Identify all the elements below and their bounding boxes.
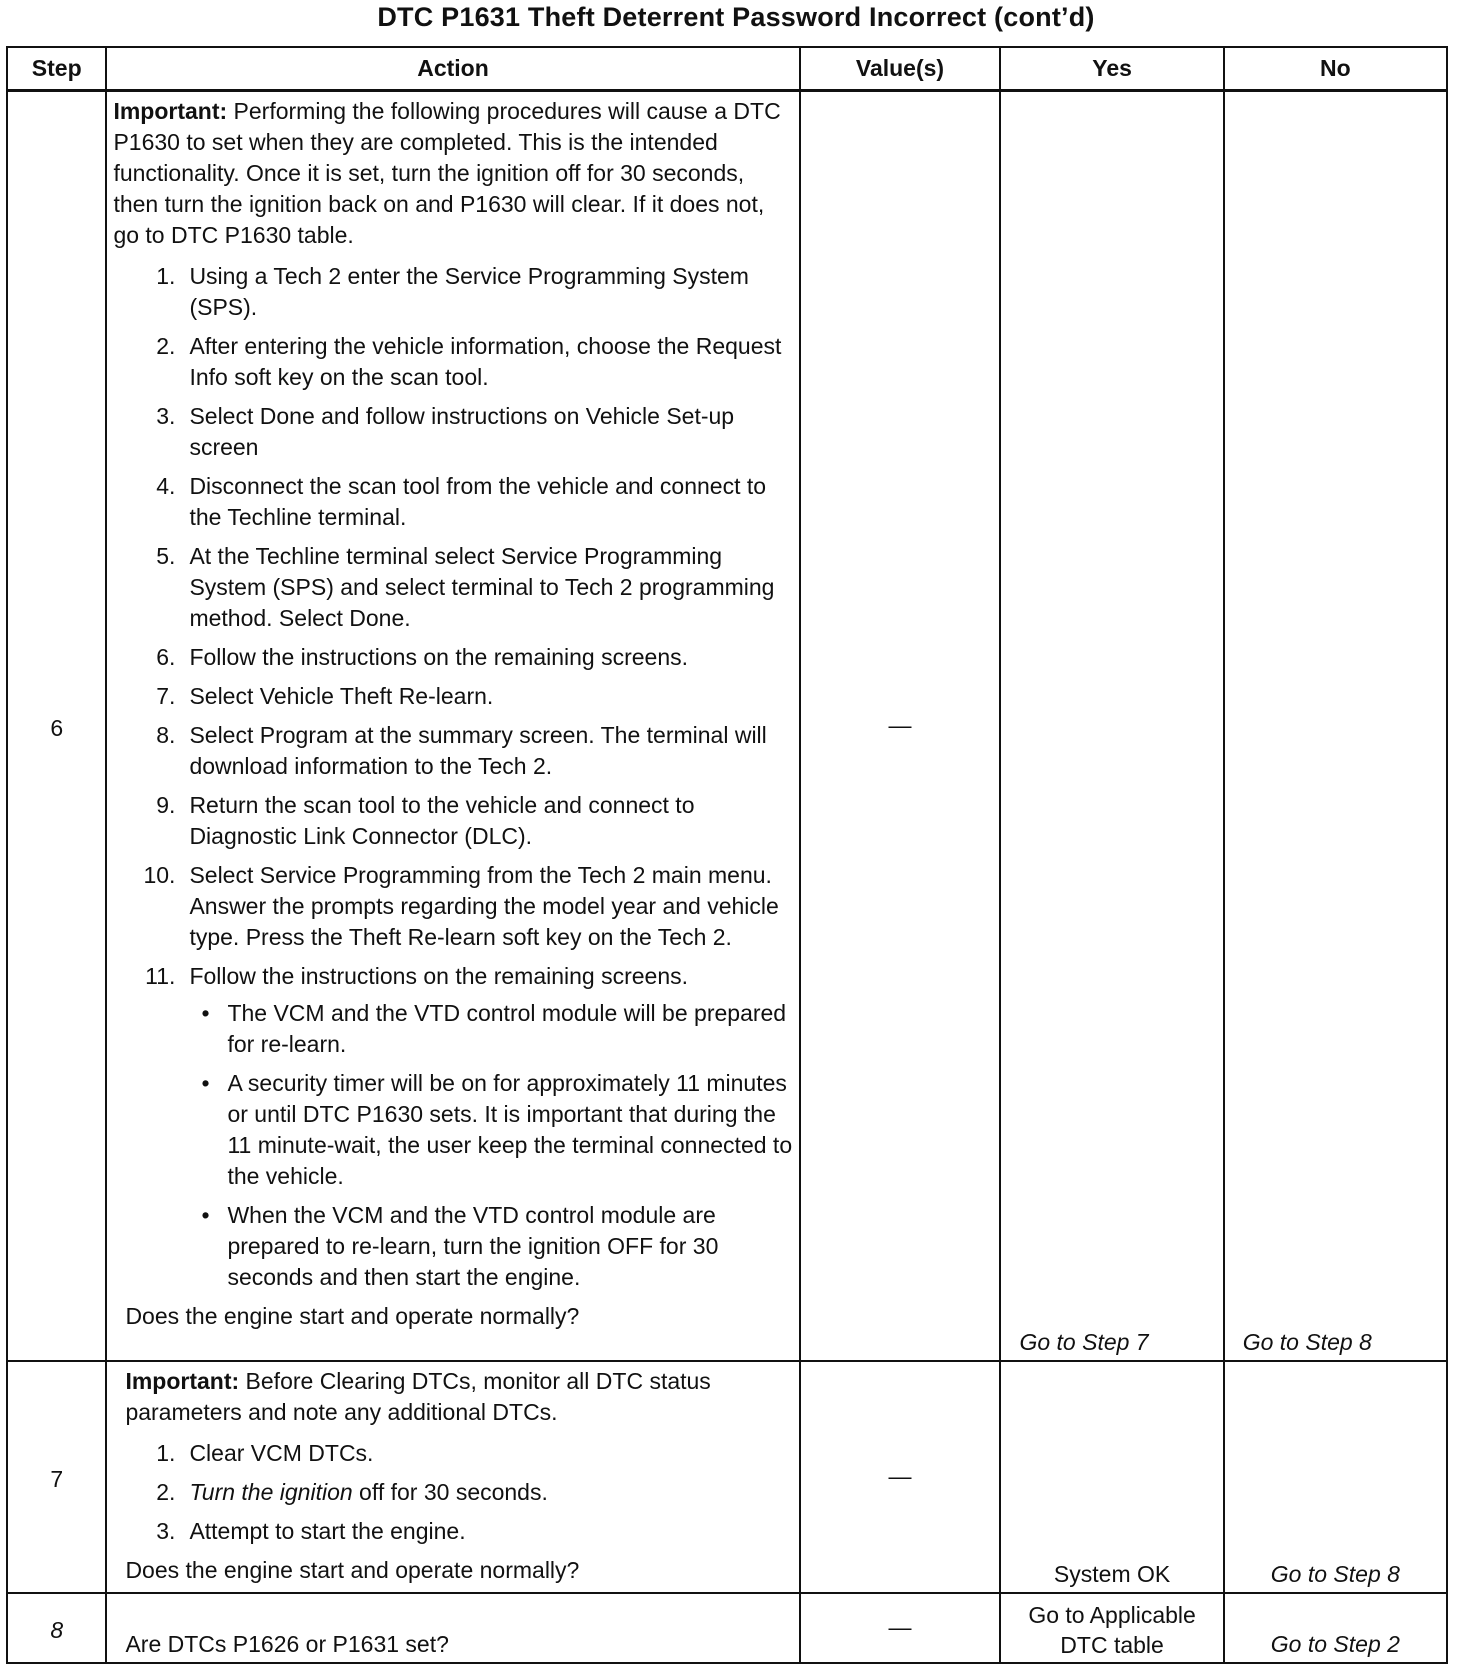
step-number: 6 [7, 91, 106, 1361]
item-text: Clear VCM DTCs. [189, 1439, 374, 1466]
yes-line-1: Go to Applicable [1028, 1601, 1196, 1628]
important-text: Performing the following procedures will cause a DTC P1630 to set when they are completed. This is the intended functionality. Once it is set, turn the ignition off for 30 seconds, then turn the ignition back on and P1630 will clear. If it does not, go to DTC P1630 table. [113, 98, 781, 248]
bullet-item [189, 1200, 792, 1293]
item-text: Attempt to start the engine. [189, 1517, 466, 1544]
action-cell [106, 1361, 799, 1593]
no-cell: Go to Step 8 [1224, 1361, 1447, 1593]
value-cell: — [800, 1361, 1001, 1593]
yes-line-2: DTC table [1060, 1631, 1164, 1658]
list-item [113, 961, 792, 1293]
bullet-text: A security timer will be on for approximately 11 minutes or until DTC P1630 sets. It is important that during the 11 minute-wait, the user keep the terminal connected to the vehicle. [227, 1070, 793, 1189]
list-item [113, 681, 792, 712]
item-text: Using a Tech 2 enter the Service Programming System (SPS). [189, 263, 749, 320]
item-number: 9. [156, 792, 176, 818]
bullet-list [189, 998, 792, 1293]
item-number: 1. [156, 263, 176, 289]
bullet-icon: • [201, 1000, 210, 1026]
important-label: Important: [125, 1367, 240, 1394]
list-item [113, 331, 792, 393]
item-number: 10. [143, 862, 176, 888]
yes-cell [1000, 1593, 1223, 1663]
important-note [113, 1366, 792, 1428]
item-text: off for 30 seconds. [352, 1478, 548, 1505]
item-text-italic: Turn the ignition [189, 1478, 353, 1505]
item-text: Select Done and follow instructions on Vehicle Set-up screen [189, 403, 735, 460]
step-number: 8 [7, 1593, 106, 1663]
item-number: 2. [156, 1478, 176, 1505]
important-label: Important: [113, 98, 228, 124]
item-number: 6. [156, 644, 176, 670]
header-yes: Yes [1000, 47, 1223, 91]
item-text: Select Vehicle Theft Re-learn. [189, 683, 494, 709]
list-item [113, 1516, 792, 1547]
list-item [113, 541, 792, 634]
item-text: Select Service Programming from the Tech 2 main menu. Answer the prompts regarding the model year and vehicle type. Press the Theft Re-learn soft key on the Tech 2. [189, 862, 779, 950]
list-item [113, 1477, 792, 1508]
item-number: 1. [156, 1439, 176, 1466]
no-cell: Go to Step 8 [1224, 91, 1447, 1361]
procedure-list [113, 261, 792, 1293]
question-text: Does the engine start and operate normally? [125, 1303, 580, 1329]
list-item [113, 790, 792, 852]
procedure-list [113, 1438, 792, 1547]
list-item [113, 471, 792, 533]
question-text: Does the engine start and operate normally? [125, 1556, 580, 1583]
item-number: 4. [156, 473, 176, 499]
item-number: 3. [156, 403, 176, 429]
page-title: DTC P1631 Theft Deterrent Password Incorrect (cont’d) [377, 2, 1095, 32]
diagnostic-table [6, 46, 1448, 1664]
table-row [7, 91, 1447, 1361]
question-text: Are DTCs P1626 or P1631 set? [125, 1630, 449, 1657]
list-item [113, 261, 792, 323]
bullet-text: When the VCM and the VTD control module are prepared to re-learn, turn the ignition OFF for 30 seconds and then start the engine. [227, 1202, 719, 1290]
bullet-item [189, 1068, 792, 1192]
item-number: 8. [156, 722, 176, 748]
item-text: Follow the instructions on the remaining screens. [189, 644, 689, 670]
yes-cell: Go to Step 7 [1000, 91, 1223, 1361]
important-text: Before Clearing DTCs, monitor all DTC status parameters and note any additional DTCs. [125, 1367, 711, 1425]
item-text: Select Program at the summary screen. The terminal will download information to the Tech 2. [189, 722, 767, 779]
yes-cell: System OK [1000, 1361, 1223, 1593]
item-number: 3. [156, 1517, 176, 1544]
value-cell: — [800, 91, 1001, 1361]
item-text: Follow the instructions on the remaining screens. [189, 963, 689, 989]
bullet-text: The VCM and the VTD control module will be prepared for re-learn. [227, 1000, 787, 1057]
header-action: Action [106, 47, 799, 91]
header-step: Step [7, 47, 106, 91]
item-number: 5. [156, 543, 176, 569]
table-row [7, 1361, 1447, 1593]
header-no: No [1224, 47, 1447, 91]
step-number: 7 [7, 1361, 106, 1593]
bullet-icon: • [201, 1070, 210, 1096]
bullet-item [189, 998, 792, 1060]
item-text: At the Techline terminal select Service Programming System (SPS) and select terminal to Tech 2 programming method. Select Done. [189, 543, 775, 631]
item-text: Return the scan tool to the vehicle and connect to Diagnostic Link Connector (DLC). [189, 792, 695, 849]
list-item [113, 860, 792, 953]
table-row [7, 1593, 1447, 1663]
list-item [113, 401, 792, 463]
header-values: Value(s) [800, 47, 1001, 91]
item-number: 2. [156, 333, 176, 359]
list-item [113, 1438, 792, 1469]
item-text: Disconnect the scan tool from the vehicle and connect to the Techline terminal. [189, 473, 767, 530]
action-cell [106, 91, 799, 1361]
action-cell [106, 1593, 799, 1663]
item-number: 7. [156, 683, 176, 709]
list-item [113, 642, 792, 673]
item-text: After entering the vehicle information, choose the Request Info soft key on the scan tool. [189, 333, 782, 390]
important-note [113, 96, 792, 251]
item-number: 11. [145, 963, 176, 989]
list-item [113, 720, 792, 782]
bullet-icon: • [201, 1202, 210, 1228]
no-cell: Go to Step 2 [1224, 1593, 1447, 1663]
table-header-row [7, 47, 1447, 91]
value-cell: — [800, 1593, 1001, 1663]
